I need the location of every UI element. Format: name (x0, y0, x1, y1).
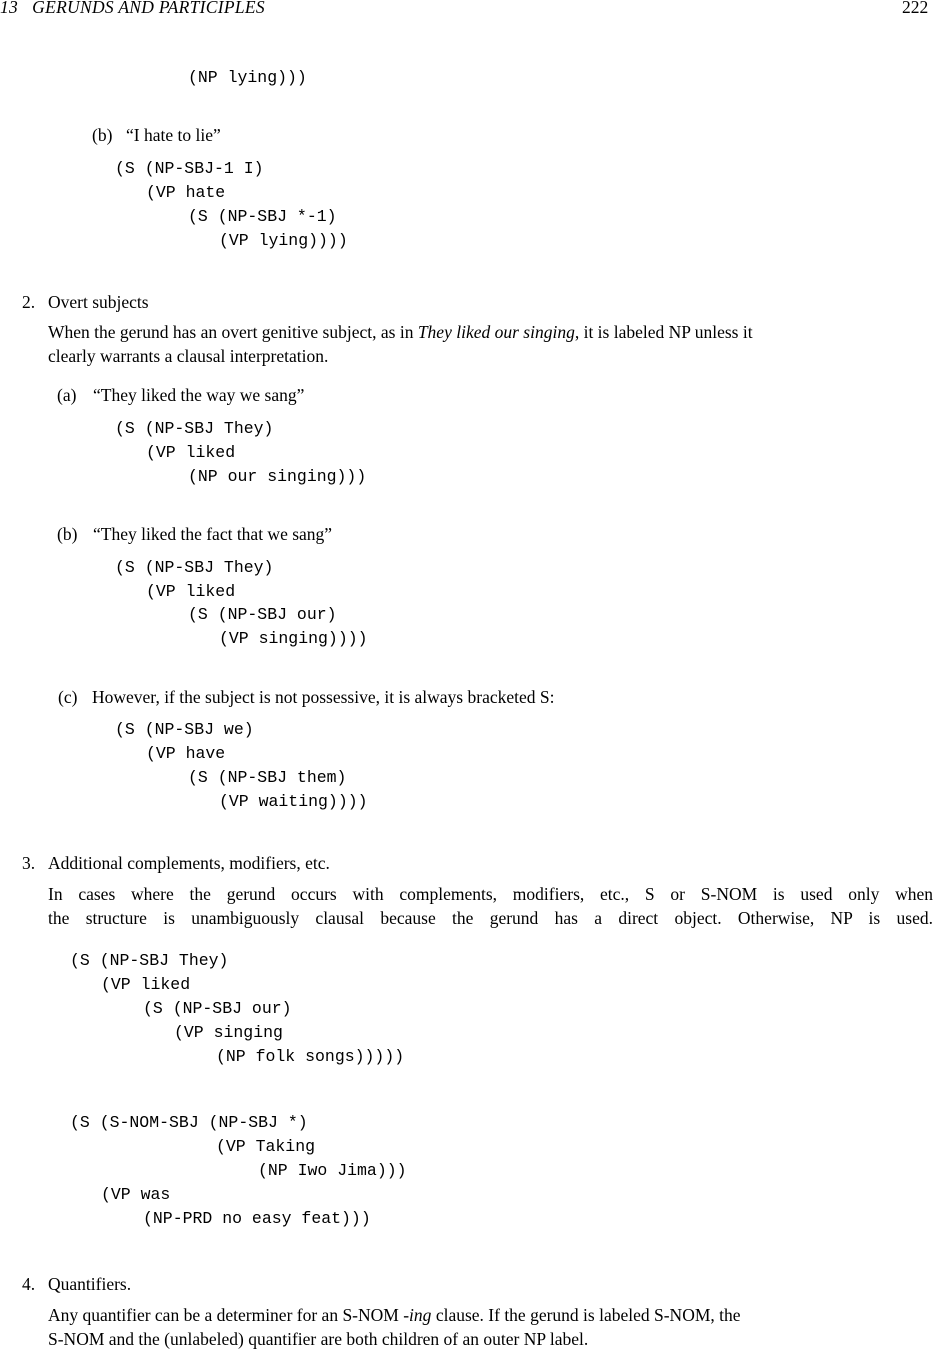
example-text: However, if the subject is not possessive, it is always bracketed S: (92, 687, 555, 707)
italic-example: They liked our singing (417, 322, 575, 342)
tree-line: (VP hate (146, 183, 226, 202)
tree-line: (S (NP-SBJ They) (115, 558, 274, 577)
tree-line: (NP folk songs))))) (216, 1047, 405, 1066)
chapter-title: GERUNDS AND PARTICIPLES (32, 0, 265, 17)
tree-line: (VP singing (174, 1023, 283, 1042)
section-title: Overt subjects (48, 292, 149, 312)
tree-line: (S (S-NOM-SBJ (NP-SBJ *) (70, 1113, 308, 1132)
italic-term: -ing (403, 1305, 432, 1325)
tree-line: (VP lying)))) (219, 231, 348, 250)
example-quote: “They liked the way we sang” (93, 385, 305, 405)
tree-line: (VP have (146, 744, 226, 763)
paragraph-line: the structure is unambiguously clausal because the gerund has a direct object. Otherwise, NP is used. (48, 908, 933, 928)
tree-line: (NP-PRD no easy feat))) (143, 1209, 371, 1228)
running-header-left (0, 0, 265, 18)
example-label: (b) (57, 524, 78, 544)
paragraph-line (48, 1305, 933, 1326)
example-label: (a) (57, 385, 77, 405)
section-number: 3. (22, 853, 36, 873)
tree-line: (S (NP-SBJ our) (188, 605, 337, 624)
tree-line: (VP liked (146, 443, 236, 462)
tree-line: (S (NP-SBJ They) (115, 419, 274, 438)
page-number: 222 (902, 0, 929, 17)
example-quote: “I hate to lie” (126, 125, 221, 145)
tree-line: (NP our singing))) (188, 467, 367, 486)
tree-line: (S (NP-SBJ *-1) (188, 207, 337, 226)
section-title: Quantifiers. (48, 1274, 132, 1294)
paragraph-line: In cases where the gerund occurs with complements, modifiers, etc., S or S-NOM is used only when (48, 884, 933, 904)
section-number: 2. (22, 292, 36, 312)
tree-line: (NP Iwo Jima))) (258, 1161, 407, 1180)
tree-line: (NP lying))) (188, 68, 307, 87)
tree-line: (S (NP-SBJ They) (70, 951, 229, 970)
tree-line: (VP waiting)))) (219, 792, 368, 811)
tree-line: (VP Taking (216, 1137, 316, 1156)
paragraph-text: , it is labeled NP unless it (574, 322, 753, 342)
tree-line: (S (NP-SBJ them) (188, 768, 347, 787)
paragraph-line: clearly warrants a clausal interpretation. (48, 346, 329, 366)
example-label: (b) (92, 125, 113, 145)
example-label: (c) (58, 687, 78, 707)
tree-line: (S (NP-SBJ our) (143, 999, 292, 1018)
tree-line: (VP singing)))) (219, 629, 368, 648)
example-quote: “They liked the fact that we sang” (93, 524, 333, 544)
tree-line: (S (NP-SBJ-1 I) (115, 159, 264, 178)
tree-line: (VP liked (101, 975, 191, 994)
paragraph-text: When the gerund has an overt genitive subject, as in (48, 322, 418, 342)
chapter-number: 13 (0, 0, 19, 17)
tree-line: (VP liked (146, 582, 236, 601)
tree-line: (S (NP-SBJ we) (115, 720, 254, 739)
section-title: Additional complements, modifiers, etc. (48, 853, 330, 873)
paragraph-line: S-NOM and the (unlabeled) quantifier are both children of an outer NP label. (48, 1329, 589, 1349)
section-number: 4. (22, 1274, 36, 1294)
paragraph-text: Any quantifier can be a determiner for an S-NOM (48, 1305, 404, 1325)
paragraph-text: clause. If the gerund is labeled S-NOM, the (431, 1305, 741, 1325)
paragraph-line (48, 322, 933, 343)
tree-line: (VP was (101, 1185, 171, 1204)
